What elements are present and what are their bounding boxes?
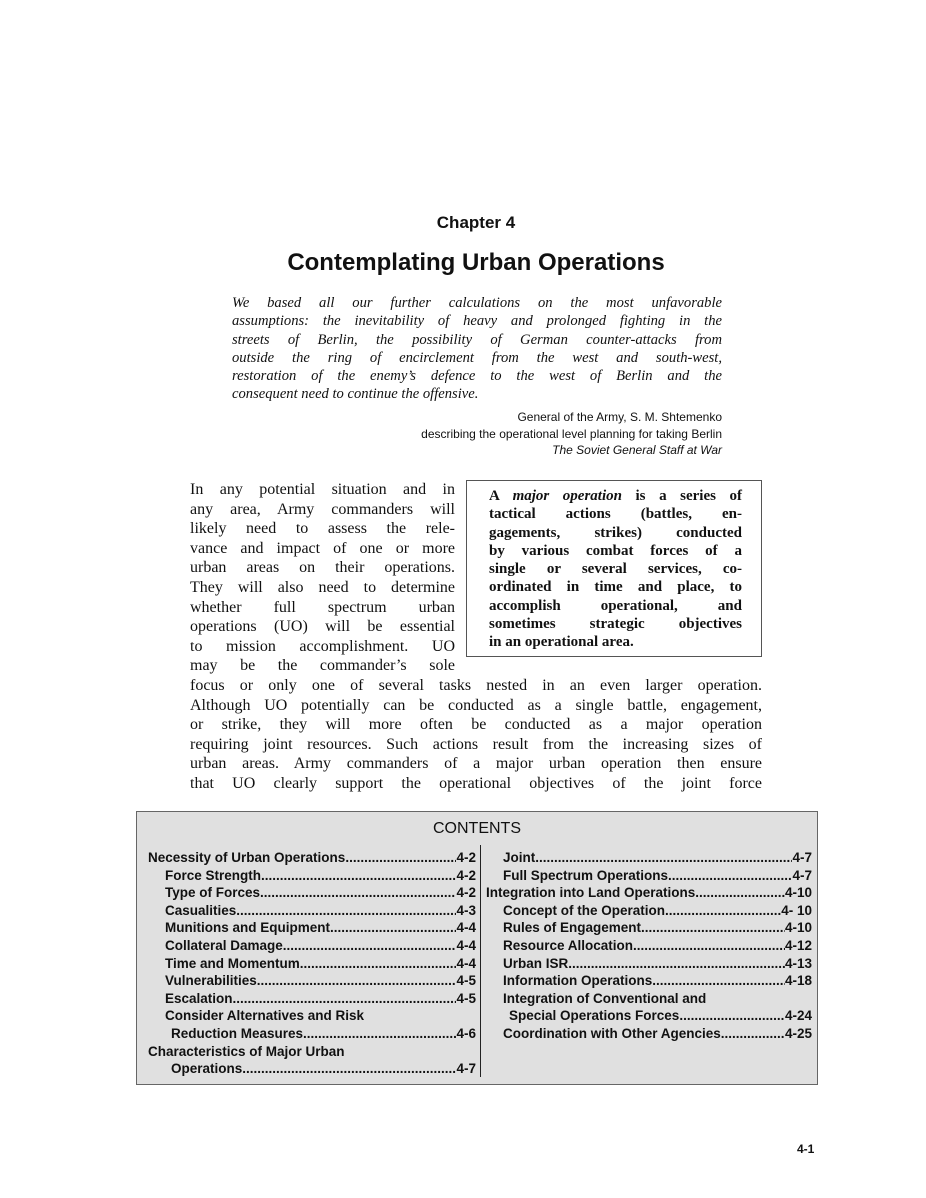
- definition-line: [489, 542, 742, 560]
- text-line: In any potential situation and in: [190, 481, 455, 498]
- contents-entry-label: Casualities: [165, 902, 237, 918]
- definition-line: [489, 505, 742, 523]
- contents-entry[interactable]: [148, 902, 476, 920]
- contents-entry[interactable]: [486, 955, 812, 973]
- contents-entry[interactable]: [148, 955, 476, 973]
- contents-entry[interactable]: [148, 884, 476, 902]
- text-line: any area, Army commanders will: [190, 500, 455, 518]
- dot-leader: [535, 849, 792, 867]
- definition-fragment: by various combat forces of a: [489, 542, 742, 559]
- text-line: whether full spectrum urban: [190, 598, 455, 616]
- text-line: assumptions: the inevitability of heavy and prolonged fighting in the: [232, 313, 722, 330]
- contents-entry-label: Rules of Engagement: [503, 920, 642, 936]
- contents-entry-label: Time and Momentum: [165, 955, 300, 971]
- contents-entry-page: 4-4: [456, 937, 476, 953]
- epigraph-attribution: [421, 409, 722, 459]
- contents-entry-page: 4-7: [456, 1061, 476, 1077]
- definition-line: [489, 578, 742, 596]
- dot-leader: [300, 955, 457, 973]
- contents-entry-label: Munitions and Equipment: [165, 920, 330, 936]
- contents-entry-page: 4-4: [456, 920, 476, 936]
- text-line: requiring joint resources. Such actions result from the increasing sizes of: [190, 735, 762, 753]
- contents-entry[interactable]: [148, 1007, 476, 1025]
- contents-entry[interactable]: [148, 849, 476, 867]
- text-line: that UO clearly support the operational objectives of the joint force: [190, 774, 762, 792]
- contents-entry-label: Integration into Land Operations: [486, 885, 696, 901]
- contents-entry-page: 4-25: [784, 1025, 812, 1041]
- contents-entry-label: Characteristics of Major Urban: [148, 1043, 345, 1059]
- dot-leader: [652, 972, 785, 990]
- contents-entry-label: Integration of Conventional and: [503, 990, 707, 1006]
- contents-title: CONTENTS: [433, 820, 521, 837]
- contents-right-column: [486, 849, 812, 1043]
- text-line: vance and impact of one or more: [190, 539, 455, 557]
- text-line: or strike, they will more often be conducted as a major operation: [190, 716, 762, 734]
- contents-entry-page: 4-13: [784, 955, 812, 971]
- dot-leader: [633, 937, 785, 955]
- definition-fragment: single or several services, co-: [489, 561, 742, 578]
- contents-entry-page: 4-10: [784, 920, 812, 936]
- text-line: Although UO potentially can be conducted as a single battle, engagement,: [190, 696, 762, 714]
- contents-entry-page: 4- 10: [781, 902, 812, 918]
- text-line: to mission accomplishment. UO: [190, 637, 455, 655]
- epigraph-context: describing the operational level planning for taking Berlin: [421, 426, 722, 441]
- contents-entry-page: 4-18: [784, 973, 812, 989]
- contents-entry[interactable]: [486, 902, 812, 920]
- definition-line: [489, 524, 742, 542]
- text-line: urban areas. Army commanders of a major urban operation then ensure: [190, 755, 762, 773]
- contents-entry-label: Collateral Damage: [165, 937, 283, 953]
- contents-entry-label: Concept of the Operation: [503, 902, 665, 918]
- contents-entry[interactable]: [486, 919, 812, 937]
- contents-entry-label: Type of Forces: [165, 885, 261, 901]
- dot-leader: [283, 937, 457, 955]
- epigraph-author: General of the Army, S. M. Shtemenko: [517, 410, 722, 424]
- contents-entry-label: Coordination with Other Agencies: [503, 1025, 721, 1041]
- body-paragraph-narrow: [190, 480, 455, 676]
- contents-entry-label: Resource Allocation: [503, 937, 634, 953]
- contents-entry-label: Escalation: [165, 990, 233, 1006]
- definition-fragment: is a series of: [621, 488, 742, 504]
- contents-entry[interactable]: [148, 1025, 476, 1043]
- contents-left-column: [148, 849, 476, 1078]
- contents-entry[interactable]: [148, 919, 476, 937]
- dot-leader: [260, 884, 456, 902]
- page-number: 4-1: [797, 1142, 815, 1156]
- text-line: We based all our further calculations on the most unfavorable: [232, 295, 722, 311]
- contents-entry-page: 4-2: [456, 885, 476, 901]
- contents-entry-label: Joint: [503, 850, 536, 865]
- dot-leader: [330, 919, 456, 937]
- definition-fragment: gagements, strikes) conducted: [489, 524, 742, 541]
- dot-leader: [242, 1060, 456, 1078]
- text-line: restoration of the enemy’s defence to the west of Berlin and the: [232, 368, 722, 385]
- contents-entry-page: 4-3: [456, 902, 476, 918]
- chapter-number: Chapter 4: [436, 213, 516, 232]
- dot-leader: [668, 867, 792, 885]
- dot-leader: [721, 1025, 785, 1043]
- contents-divider: [480, 845, 481, 1077]
- definition-line: [489, 633, 742, 651]
- definition-fragment: sometimes strategic objectives: [489, 616, 742, 633]
- contents-entry[interactable]: [148, 1043, 476, 1061]
- contents-entry-label: Necessity of Urban Operations: [148, 850, 346, 865]
- definition-fragment: ordinated in time and place, to: [489, 579, 742, 596]
- dot-leader: [641, 919, 785, 937]
- contents-entry[interactable]: [486, 1007, 812, 1025]
- text-line: streets of Berlin, the possibility of German counter-attacks from: [232, 331, 722, 348]
- text-line: urban areas on their operations.: [190, 559, 455, 577]
- text-line: operations (UO) will be essential: [190, 618, 455, 636]
- dot-leader: [568, 955, 785, 973]
- dot-leader: [236, 902, 456, 920]
- contents-entry[interactable]: [486, 937, 812, 955]
- contents-entry[interactable]: [148, 1060, 476, 1078]
- contents-entry-label: Special Operations Forces: [509, 1008, 680, 1024]
- contents-entry-page: 4-5: [456, 973, 476, 989]
- dot-leader: [695, 884, 785, 902]
- definition-line: [489, 487, 742, 505]
- definition-line: [489, 597, 742, 615]
- contents-entry[interactable]: [148, 990, 476, 1008]
- contents-entry[interactable]: [486, 884, 812, 902]
- contents-entry-label: Reduction Measures: [171, 1025, 304, 1041]
- definition-line: [489, 615, 742, 633]
- contents-entry[interactable]: [486, 1025, 812, 1043]
- contents-entry-page: 4-2: [456, 867, 476, 883]
- dot-leader: [679, 1007, 785, 1025]
- definition-text: [489, 487, 742, 652]
- contents-entry-label: Information Operations: [503, 973, 653, 989]
- contents-entry-label: Full Spectrum Operations: [503, 867, 669, 883]
- contents-entry[interactable]: [486, 972, 812, 990]
- contents-entry-label: Consider Alternatives and Risk: [165, 1008, 365, 1024]
- definition-fragment: accomplish operational, and: [489, 597, 742, 614]
- text-line: may be the commander’s sole: [190, 657, 455, 675]
- contents-entry-label: Operations: [171, 1061, 243, 1077]
- contents-entry-page: 4-4: [456, 955, 476, 971]
- contents-entry-page: 4-7: [792, 867, 812, 883]
- dot-leader: [665, 902, 781, 920]
- contents-entry-page: 4-12: [784, 937, 812, 953]
- epigraph-quote: [232, 294, 722, 404]
- definition-fragment: in an operational area.: [489, 634, 634, 651]
- dot-leader: [257, 972, 457, 990]
- contents-entry-page: 4-24: [784, 1008, 812, 1024]
- contents-entry[interactable]: [148, 937, 476, 955]
- contents-entry[interactable]: [486, 867, 812, 885]
- dot-leader: [303, 1025, 456, 1043]
- chapter-title: Contemplating Urban Operations: [287, 249, 665, 276]
- contents-box: [136, 811, 818, 1085]
- body-paragraph-wide: [190, 676, 762, 794]
- dot-leader: [345, 849, 456, 867]
- contents-entry-page: 4-5: [456, 990, 476, 1006]
- contents-entry-label: Force Strength: [165, 867, 262, 883]
- contents-entry-page: 4-2: [456, 850, 476, 865]
- contents-entry-label: Vulnerabilities: [165, 973, 257, 989]
- definition-fragment: tactical actions (battles, en-: [489, 506, 742, 523]
- text-line: consequent need to continue the offensive.: [232, 386, 479, 403]
- dot-leader: [261, 867, 456, 885]
- contents-entry-page: 4-7: [792, 850, 812, 865]
- text-line: outside the ring of encirclement from the west and south-west,: [232, 349, 722, 366]
- definition-line: [489, 560, 742, 578]
- defined-term: major operation: [512, 488, 622, 504]
- text-line: They will also need to determine: [190, 578, 455, 596]
- text-line: likely need to assess the rele-: [190, 520, 455, 538]
- contents-entry[interactable]: [148, 972, 476, 990]
- contents-entry[interactable]: [486, 990, 812, 1008]
- contents-entry-page: 4-6: [456, 1025, 476, 1041]
- contents-entry-label: Urban ISR: [503, 955, 569, 971]
- contents-entry-page: 4-10: [784, 885, 812, 901]
- dot-leader: [233, 990, 457, 1008]
- text-line: focus or only one of several tasks nested in an even larger operation.: [190, 677, 762, 694]
- contents-entry[interactable]: [148, 867, 476, 885]
- epigraph-source: The Soviet General Staff at War: [552, 443, 722, 457]
- contents-entry[interactable]: [486, 849, 812, 867]
- definition-fragment: A: [489, 488, 513, 504]
